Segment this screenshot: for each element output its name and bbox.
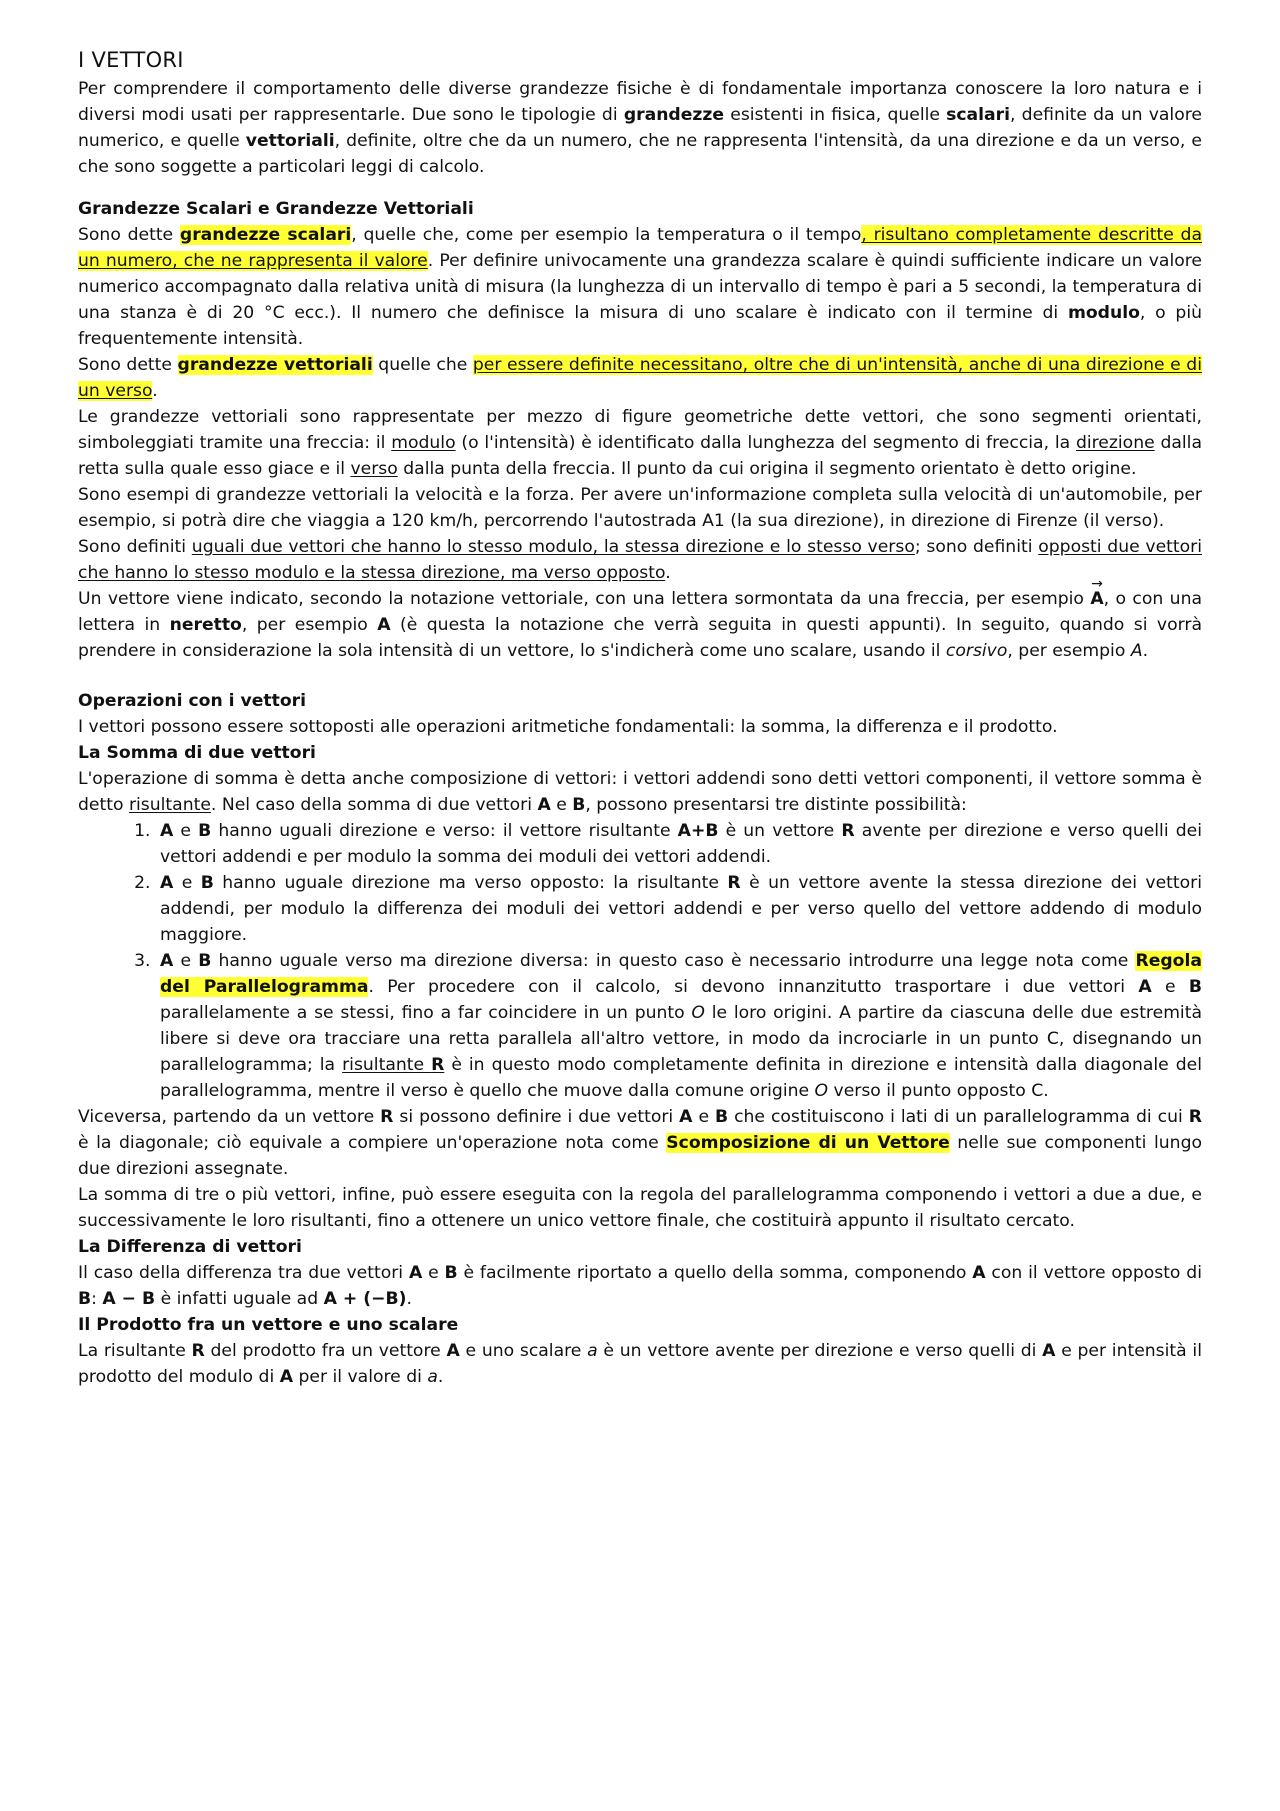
vector-arrow-a: → A (1090, 586, 1103, 612)
paragraph-operazioni: I vettori possono essere sottoposti alle operazioni aritmetiche fondamentali: la somma, la differenza e il prodotto. (78, 717, 1058, 737)
paragraph-vettoriali: Sono dette grandezze vettoriali quelle che per essere definite necessitano, oltre che di un'intensità, anche di una direzione e di un verso. (78, 355, 1202, 401)
subheading-prodotto: Il Prodotto fra un vettore e uno scalare (78, 1315, 459, 1335)
subheading-differenza: La Differenza di vettori (78, 1237, 302, 1257)
intro-paragraph: Per comprendere il comportamento delle diverse grandezze fisiche è di fondamentale importanza conoscere la loro natura e i diversi modi usati per rappresentarle. Due sono le tipologie di grandezze esistenti in fisica, quelle scalari, definite da un valore numerico, e quelle vettoriali, definite, oltre che da un numero, che ne rappresenta l'intensità, da una direzione e da un verso, e che sono soggette a particolari leggi di calcolo. (78, 79, 1203, 177)
paragraph-uguali-opposti: Sono definiti uguali due vettori che hanno lo stesso modulo, la stessa direzione e lo stesso verso; sono definiti opposti due vettori che hanno lo stesso modulo e la stessa direzione, ma verso opposto. (78, 537, 1202, 583)
paragraph-scalari: Sono dette grandezze scalari, quelle che, come per esempio la temperatura o il tempo, risultano completamente descritte da un numero, che ne rappresenta il valore. Per definire univocamente una grandezza scalare è quindi sufficiente indicare un valore numerico accompagnato dalla relativa unità di misura (la lunghezza di un intervallo di tempo è pari a 5 secondi, la temperatura di una stanza è di 20 °C ecc.). Il numero che definisce la misura di uno scalare è indicato con il termine di modulo, o più frequentemente intensità. (78, 225, 1203, 349)
document-title: I VETTORI (78, 48, 184, 72)
list-item: 1. A e B hanno uguali direzione e verso: il vettore risultante A+B è un vettore R avente per direzione e verso quelli dei vettori addendi e per modulo la somma dei moduli dei vettori addendi. (156, 818, 1202, 870)
paragraph-somma: L'operazione di somma è detta anche composizione di vettori: i vettori addendi sono detti vettori componenti, il vettore somma è detto risultante. Nel caso della somma di due vettori A e B, possono presentarsi tre distinte possibilità: (78, 769, 1202, 815)
section-heading-operazioni: Operazioni con i vettori (78, 691, 307, 711)
somma-cases-list (78, 818, 1202, 1104)
paragraph-notazione: Un vettore viene indicato, secondo la notazione vettoriale, con una lettera sormontata da una freccia, per esempio → A, o con una lettera in neretto, per esempio A (è questa la notazione che verrà seguita in questi appunti). In seguito, quando si vorrà prendere in considerazione la sola intensità di un vettore, lo s'indicherà come uno scalare, usando il corsivo, per esempio A. (78, 586, 1202, 664)
paragraph-prodotto: La risultante R del prodotto fra un vettore A e uno scalare a è un vettore avente per direzione e verso quelli di A e per intensità il prodotto del modulo di A per il valore di a. (78, 1341, 1202, 1387)
subheading-somma: La Somma di due vettori (78, 743, 316, 763)
paragraph-rappresentazione: Le grandezze vettoriali sono rappresentate per mezzo di figure geometriche dette vettori, che sono segmenti orientati, simboleggiati tramite una freccia: il modulo (o l'intensità) è identificato dalla lunghezza del segmento di freccia, la direzione dalla retta sulla quale esso giace e il verso dalla punta della freccia. Il punto da cui origina il segmento orientato è detto origine. (78, 407, 1202, 479)
paragraph-differenza: Il caso della differenza tra due vettori A e B è facilmente riportato a quello della somma, componendo A con il vettore opposto di B: A − B è infatti uguale ad A + (−B). (78, 1263, 1202, 1309)
list-item: 2. A e B hanno uguale direzione ma verso opposto: la risultante R è un vettore avente la stessa direzione dei vettori addendi, per modulo la differenza dei moduli dei vettori addendi e per verso quello del vettore addendo di modulo maggiore. (156, 870, 1202, 948)
paragraph-somma-multipla: La somma di tre o più vettori, infine, può essere eseguita con la regola del parallelogramma componendo i vettori a due a due, e successivamente le loro risultanti, fino a ottenere un unico vettore finale, che costituirà appunto il risultato cercato. (78, 1185, 1202, 1231)
paragraph-esempi: Sono esempi di grandezze vettoriali la velocità e la forza. Per avere un'informazione completa sulla velocità di un'automobile, per esempio, si potrà dire che viaggia a 120 km/h, percorrendo l'autostrada A1 (la sua direzione), in direzione di Firenze (il verso). (78, 485, 1202, 531)
section-heading-scalari-vettoriali: Grandezze Scalari e Grandezze Vettoriali (78, 199, 474, 219)
paragraph-scomposizione: Viceversa, partendo da un vettore R si possono definire i due vettori A e B che costituiscono i lati di un parallelogramma di cui R è la diagonale; ciò equivale a compiere un'operazione nota come Scomposizione di un Vettore nelle sue componenti lungo due direzioni assegnate. (78, 1107, 1202, 1179)
list-item: 3. A e B hanno uguale verso ma direzione diversa: in questo caso è necessario introdurre una legge nota come Regola del Parallelogramma. Per procedere con il calcolo, si devono innanzitutto trasportare i due vettori A e B parallelamente a se stessi, fino a far coincidere in un punto O le loro origini. A partire da ciascuna delle due estremità libere si deve ora tracciare una retta parallela all'altro vettore, in modo da incrociarle in un punto C, disegnando un parallelogramma; la risultante R è in questo modo completamente definita in direzione e intensità dalla diagonale del parallelogramma, mentre il verso è quello che muove dalla comune origine O verso il punto opposto C. (156, 948, 1202, 1104)
